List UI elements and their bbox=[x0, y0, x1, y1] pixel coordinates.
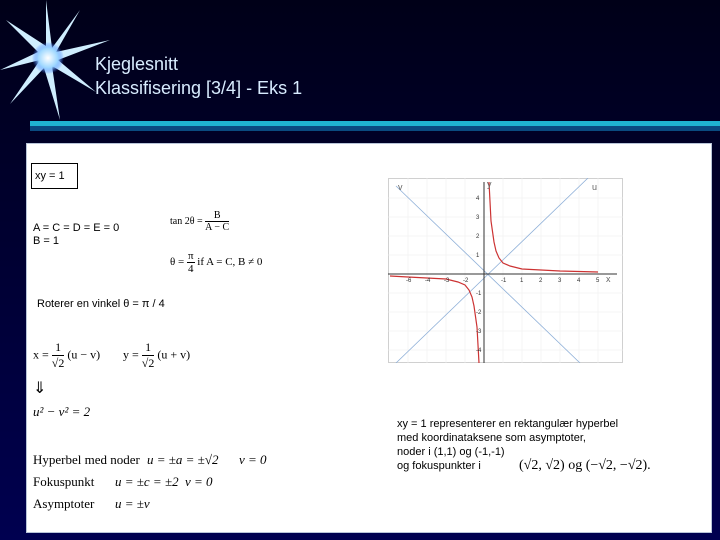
graph-x-tick: -1 bbox=[501, 278, 507, 284]
description-line-2: med koordinataksene som asymptoter, bbox=[397, 432, 586, 444]
equation-box: xy = 1 bbox=[31, 163, 78, 189]
rotate-text: Roterer en vinkel θ = π / 4 bbox=[37, 298, 165, 310]
axis-label-y: y bbox=[487, 179, 492, 189]
axis-label-v: v bbox=[398, 182, 403, 192]
theta-condition: if A = C, B ≠ 0 bbox=[197, 256, 263, 269]
header-band-dark bbox=[30, 126, 720, 131]
y-numerator: 1 bbox=[142, 340, 155, 356]
coefficients-line-2: B = 1 bbox=[33, 235, 59, 247]
tan-lhs: tan 2θ = bbox=[170, 215, 203, 227]
description-line-1: xy = 1 representerer en rektangulær hyperbel bbox=[397, 418, 619, 430]
y-denominator: √2 bbox=[141, 356, 155, 370]
graph-y-tick: 1 bbox=[476, 253, 480, 259]
axis-label-u: u bbox=[592, 182, 598, 192]
theta-lhs: θ = bbox=[170, 256, 185, 269]
graph-x-tick: 2 bbox=[539, 278, 543, 284]
fokus-u: u = ±c = ±2 bbox=[115, 474, 179, 489]
graph-y-tick: 2 bbox=[476, 234, 480, 240]
theta-formula bbox=[170, 250, 262, 275]
graph-x-tick: 3 bbox=[558, 278, 562, 284]
graph-y-tick: 4 bbox=[476, 196, 480, 202]
asymptote-equation: u = ±v bbox=[115, 496, 150, 511]
tan-numerator: B bbox=[205, 210, 229, 222]
x-transform bbox=[33, 340, 100, 371]
x-denominator: √2 bbox=[51, 356, 65, 370]
coefficients-line-1: A = C = D = E = 0 bbox=[33, 222, 120, 234]
axis-label-x: x bbox=[606, 274, 611, 284]
tan-denominator: A − C bbox=[205, 222, 230, 233]
hyperbel-v: v = 0 bbox=[239, 452, 267, 467]
graph-x-tick: -4 bbox=[425, 278, 431, 284]
graph-x-tick: 5 bbox=[596, 278, 600, 284]
graph-x-tick: 1 bbox=[520, 278, 524, 284]
star-logo bbox=[0, 0, 110, 120]
graph-x-tick: 4 bbox=[577, 278, 581, 284]
y-transform bbox=[123, 340, 190, 371]
hyperbola-graph bbox=[388, 178, 623, 363]
fokus-v: v = 0 bbox=[185, 474, 213, 489]
asymptote-label: Asymptoter bbox=[33, 496, 95, 511]
graph-y-tick: -1 bbox=[476, 291, 482, 297]
content-panel bbox=[26, 143, 712, 533]
y-lhs: y = bbox=[123, 347, 139, 362]
theta-denominator: 4 bbox=[188, 263, 194, 275]
foci-formula: (√2, √2) og (−√2, −√2). bbox=[519, 458, 651, 473]
graph-y-tick: -2 bbox=[476, 310, 482, 316]
description-line-4: og fokuspunkter i bbox=[397, 460, 481, 472]
graph-x-tick: -6 bbox=[406, 278, 412, 284]
slide-title: Kjeglesnitt bbox=[95, 54, 179, 74]
theta-numerator: π bbox=[187, 250, 194, 262]
graph-y-tick: -3 bbox=[476, 329, 482, 335]
graph-x-tick: -2 bbox=[463, 278, 469, 284]
uv-equation: u² − v² = 2 bbox=[33, 404, 91, 419]
hyperbel-u: u = ±a = ±√2 bbox=[147, 452, 219, 467]
tan-formula bbox=[170, 210, 229, 233]
hyperbel-label: Hyperbel med noder bbox=[33, 452, 140, 467]
x-numerator: 1 bbox=[52, 340, 65, 356]
graph-x-tick: -3 bbox=[444, 278, 450, 284]
x-rhs: (u − v) bbox=[67, 347, 101, 362]
x-lhs: x = bbox=[33, 347, 49, 362]
fokus-label: Fokuspunkt bbox=[33, 474, 95, 489]
graph-y-tick: -4 bbox=[476, 348, 482, 354]
description-line-3: noder i (1,1) og (-1,-1) bbox=[397, 446, 505, 458]
y-rhs: (u + v) bbox=[157, 347, 191, 362]
slide-subtitle: Klassifisering [3/4] - Eks 1 bbox=[95, 78, 303, 98]
implies-arrow: ⇓ bbox=[33, 380, 47, 397]
graph-y-tick: 3 bbox=[476, 215, 480, 221]
